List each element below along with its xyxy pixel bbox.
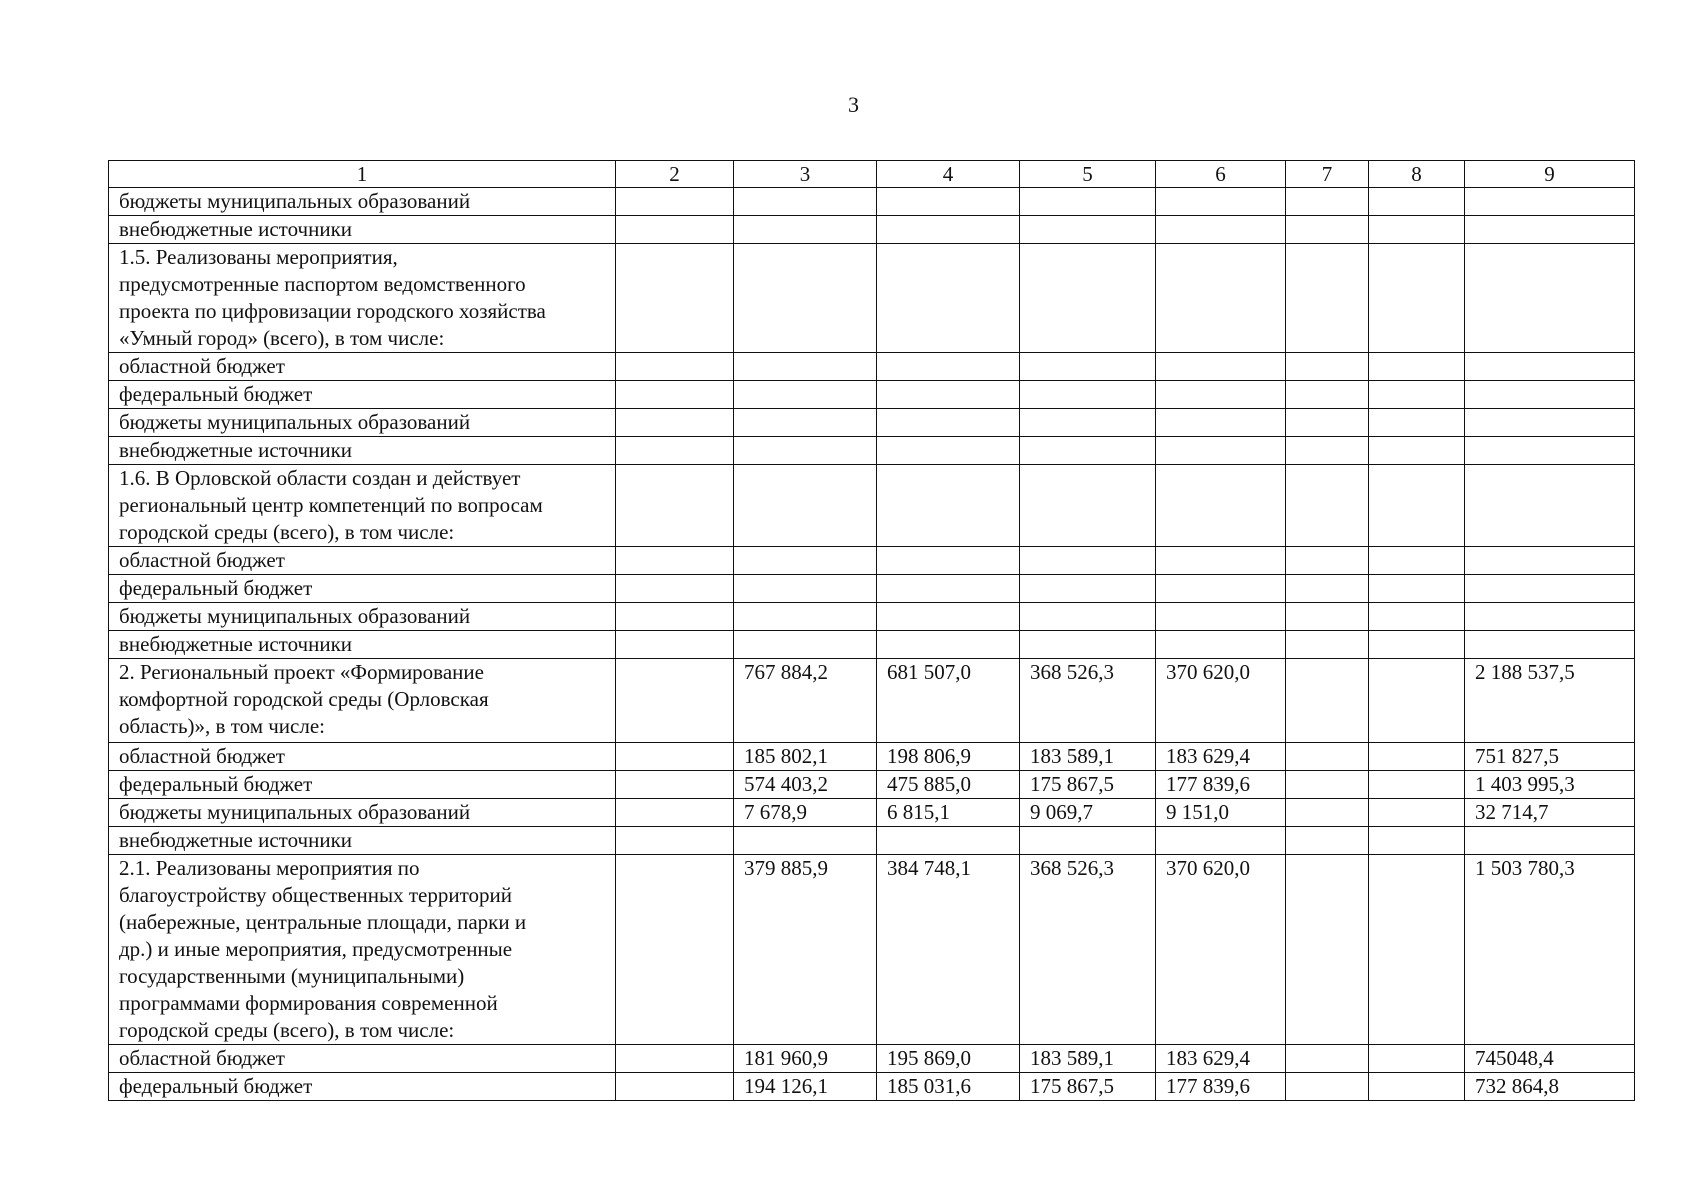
- cell-value: 175 867,5: [1030, 772, 1114, 796]
- cell-col-4: [877, 575, 1020, 603]
- table-row: [109, 855, 1635, 1045]
- table-row: [109, 244, 1635, 353]
- cell-col-6: [1156, 827, 1286, 855]
- cell-col-5: [1020, 353, 1156, 381]
- row-label-text: областной бюджет: [119, 1046, 285, 1070]
- row-label: [109, 659, 616, 743]
- cell-value: 2 188 537,5: [1475, 660, 1575, 684]
- table-row: [109, 631, 1635, 659]
- cell-col-7: [1286, 575, 1369, 603]
- cell-col-4: [877, 188, 1020, 216]
- cell-col-5: [1020, 799, 1156, 827]
- row-label: [109, 631, 616, 659]
- cell-value: 681 507,0: [887, 660, 971, 684]
- cell-col-4: [877, 409, 1020, 437]
- row-label: [109, 381, 616, 409]
- cell-col-4: [877, 547, 1020, 575]
- cell-col-6: [1156, 547, 1286, 575]
- cell-col-4: [877, 743, 1020, 771]
- cell-col-6: [1156, 216, 1286, 244]
- cell-col-5: [1020, 855, 1156, 1045]
- table-row: [109, 547, 1635, 575]
- cell-col-8: [1369, 827, 1465, 855]
- cell-value: 368 526,3: [1030, 856, 1114, 880]
- cell-col-5: [1020, 381, 1156, 409]
- row-label-text: 2.1. Реализованы мероприятия по благоустройству общественных территорий (набережные, центральные площади, парки и др.) и иные мероприятия, предусмотренные государственными (муниципальными) программами формирования современной городской среды (всего), в том числе:: [119, 856, 527, 1042]
- cell-col-8: [1369, 575, 1465, 603]
- column-number: 7: [1286, 161, 1369, 188]
- cell-col-5: [1020, 827, 1156, 855]
- cell-value: 745048,4: [1475, 1046, 1554, 1070]
- cell-col-6: [1156, 575, 1286, 603]
- column-number: 2: [616, 161, 734, 188]
- row-label: [109, 855, 616, 1045]
- cell-col-5: [1020, 1045, 1156, 1073]
- table-row: [109, 353, 1635, 381]
- cell-col-4: [877, 353, 1020, 381]
- cell-value: 1 403 995,3: [1475, 772, 1575, 796]
- cell-col-9: [1465, 547, 1635, 575]
- cell-col-4: [877, 244, 1020, 353]
- cell-col-7: [1286, 188, 1369, 216]
- cell-col-7: [1286, 603, 1369, 631]
- row-label: [109, 465, 616, 547]
- cell-col-4: [877, 437, 1020, 465]
- cell-col-8: [1369, 437, 1465, 465]
- cell-value: 195 869,0: [887, 1046, 971, 1070]
- cell-value: 1 503 780,3: [1475, 856, 1575, 880]
- cell-col-2: [616, 799, 734, 827]
- cell-col-9: [1465, 827, 1635, 855]
- cell-value: 177 839,6: [1166, 772, 1250, 796]
- cell-value: 185 031,6: [887, 1074, 971, 1098]
- cell-col-4: [877, 603, 1020, 631]
- row-label-text: федеральный бюджет: [119, 772, 313, 796]
- cell-col-4: [877, 827, 1020, 855]
- cell-value: 475 885,0: [887, 772, 971, 796]
- table-row: [109, 827, 1635, 855]
- cell-col-5: [1020, 244, 1156, 353]
- cell-col-8: [1369, 743, 1465, 771]
- cell-col-9: [1465, 1045, 1635, 1073]
- cell-col-2: [616, 1045, 734, 1073]
- cell-col-3: [734, 437, 877, 465]
- cell-value: 9 151,0: [1166, 800, 1229, 824]
- row-label: [109, 575, 616, 603]
- row-label: [109, 437, 616, 465]
- cell-value: 732 864,8: [1475, 1074, 1559, 1098]
- cell-col-3: [734, 575, 877, 603]
- row-label: [109, 547, 616, 575]
- cell-col-2: [616, 465, 734, 547]
- cell-col-4: [877, 381, 1020, 409]
- cell-value: 183 629,4: [1166, 1046, 1250, 1070]
- cell-col-2: [616, 827, 734, 855]
- cell-col-5: [1020, 437, 1156, 465]
- cell-col-6: [1156, 855, 1286, 1045]
- cell-col-8: [1369, 381, 1465, 409]
- cell-col-3: [734, 827, 877, 855]
- table-row: [109, 381, 1635, 409]
- cell-col-4: [877, 771, 1020, 799]
- cell-col-9: [1465, 771, 1635, 799]
- column-number: 9: [1465, 161, 1635, 188]
- row-label: [109, 603, 616, 631]
- cell-col-8: [1369, 799, 1465, 827]
- column-number: 6: [1156, 161, 1286, 188]
- cell-col-7: [1286, 1073, 1369, 1101]
- cell-col-2: [616, 547, 734, 575]
- cell-col-6: [1156, 603, 1286, 631]
- cell-col-4: [877, 465, 1020, 547]
- cell-col-9: [1465, 603, 1635, 631]
- cell-col-3: [734, 1073, 877, 1101]
- row-label-text: областной бюджет: [119, 548, 285, 572]
- column-number: 8: [1369, 161, 1465, 188]
- cell-value: 32 714,7: [1475, 800, 1549, 824]
- cell-col-9: [1465, 409, 1635, 437]
- cell-col-4: [877, 216, 1020, 244]
- cell-value: 368 526,3: [1030, 660, 1114, 684]
- cell-col-3: [734, 743, 877, 771]
- cell-col-8: [1369, 1045, 1465, 1073]
- cell-col-5: [1020, 603, 1156, 631]
- table-row: [109, 465, 1635, 547]
- row-label: [109, 799, 616, 827]
- cell-col-5: [1020, 188, 1156, 216]
- cell-col-4: [877, 855, 1020, 1045]
- row-label-text: областной бюджет: [119, 744, 285, 768]
- cell-col-7: [1286, 771, 1369, 799]
- cell-col-9: [1465, 381, 1635, 409]
- cell-col-9: [1465, 575, 1635, 603]
- cell-col-2: [616, 409, 734, 437]
- cell-col-9: [1465, 799, 1635, 827]
- cell-col-8: [1369, 216, 1465, 244]
- cell-col-5: [1020, 216, 1156, 244]
- cell-col-8: [1369, 631, 1465, 659]
- table-row: [109, 603, 1635, 631]
- cell-col-6: [1156, 799, 1286, 827]
- cell-value: 7 678,9: [744, 800, 807, 824]
- row-label-text: внебюджетные источники: [119, 828, 353, 852]
- cell-col-7: [1286, 659, 1369, 743]
- cell-col-7: [1286, 855, 1369, 1045]
- cell-col-9: [1465, 188, 1635, 216]
- cell-col-8: [1369, 547, 1465, 575]
- cell-value: 6 815,1: [887, 800, 950, 824]
- cell-col-7: [1286, 216, 1369, 244]
- cell-col-8: [1369, 244, 1465, 353]
- cell-col-2: [616, 437, 734, 465]
- cell-col-5: [1020, 771, 1156, 799]
- row-label: [109, 216, 616, 244]
- cell-col-2: [616, 575, 734, 603]
- column-number: 1: [109, 161, 616, 188]
- cell-col-5: [1020, 575, 1156, 603]
- cell-col-3: [734, 631, 877, 659]
- cell-value: 183 589,1: [1030, 744, 1114, 768]
- cell-value: 175 867,5: [1030, 1074, 1114, 1098]
- cell-col-2: [616, 771, 734, 799]
- row-label-text: бюджеты муниципальных образований: [119, 189, 471, 213]
- cell-value: 194 126,1: [744, 1074, 828, 1098]
- cell-col-7: [1286, 244, 1369, 353]
- column-number: 5: [1020, 161, 1156, 188]
- cell-col-3: [734, 465, 877, 547]
- cell-col-3: [734, 216, 877, 244]
- cell-col-9: [1465, 244, 1635, 353]
- cell-col-4: [877, 1045, 1020, 1073]
- cell-col-5: [1020, 743, 1156, 771]
- cell-col-7: [1286, 631, 1369, 659]
- cell-col-3: [734, 603, 877, 631]
- cell-col-6: [1156, 1045, 1286, 1073]
- cell-col-3: [734, 1045, 877, 1073]
- row-label-text: 1.6. В Орловской области создан и действует региональный центр компетенций по вопросам городской среды (всего), в том числе:: [119, 466, 543, 544]
- cell-value: 9 069,7: [1030, 800, 1093, 824]
- cell-col-5: [1020, 659, 1156, 743]
- row-label-text: бюджеты муниципальных образований: [119, 604, 471, 628]
- cell-col-8: [1369, 659, 1465, 743]
- cell-col-2: [616, 1073, 734, 1101]
- row-label-text: бюджеты муниципальных образований: [119, 410, 471, 434]
- table-row: [109, 799, 1635, 827]
- row-label-text: федеральный бюджет: [119, 576, 313, 600]
- row-label-text: внебюджетные источники: [119, 632, 353, 656]
- row-label-text: 2. Региональный проект «Формирование комфортной городской среды (Орловская область)», в том числе:: [119, 660, 489, 738]
- table-row: [109, 743, 1635, 771]
- cell-value: 185 802,1: [744, 744, 828, 768]
- cell-col-7: [1286, 799, 1369, 827]
- cell-col-6: [1156, 771, 1286, 799]
- cell-col-2: [616, 244, 734, 353]
- cell-col-9: [1465, 1073, 1635, 1101]
- cell-value: 177 839,6: [1166, 1074, 1250, 1098]
- cell-col-6: [1156, 659, 1286, 743]
- row-label: [109, 743, 616, 771]
- column-number: 4: [877, 161, 1020, 188]
- cell-col-5: [1020, 409, 1156, 437]
- table-body: [109, 161, 1635, 1101]
- cell-col-2: [616, 216, 734, 244]
- cell-col-7: [1286, 1045, 1369, 1073]
- table-row: [109, 216, 1635, 244]
- cell-col-6: [1156, 188, 1286, 216]
- cell-col-3: [734, 547, 877, 575]
- cell-col-9: [1465, 216, 1635, 244]
- cell-col-4: [877, 659, 1020, 743]
- cell-col-9: [1465, 631, 1635, 659]
- cell-col-5: [1020, 1073, 1156, 1101]
- row-label: [109, 409, 616, 437]
- cell-value: 767 884,2: [744, 660, 828, 684]
- cell-col-7: [1286, 465, 1369, 547]
- cell-col-9: [1465, 437, 1635, 465]
- table-row: [109, 771, 1635, 799]
- row-label: [109, 188, 616, 216]
- cell-col-4: [877, 799, 1020, 827]
- row-label: [109, 353, 616, 381]
- cell-col-3: [734, 855, 877, 1045]
- table-row: [109, 659, 1635, 743]
- cell-col-7: [1286, 381, 1369, 409]
- cell-col-7: [1286, 437, 1369, 465]
- cell-col-7: [1286, 547, 1369, 575]
- row-label-text: федеральный бюджет: [119, 382, 313, 406]
- cell-col-6: [1156, 631, 1286, 659]
- cell-col-9: [1465, 743, 1635, 771]
- cell-col-7: [1286, 409, 1369, 437]
- cell-col-8: [1369, 1073, 1465, 1101]
- column-number-row: [109, 161, 1635, 188]
- cell-col-3: [734, 381, 877, 409]
- cell-value: 183 629,4: [1166, 744, 1250, 768]
- cell-value: 181 960,9: [744, 1046, 828, 1070]
- row-label-text: внебюджетные источники: [119, 438, 353, 462]
- cell-value: 384 748,1: [887, 856, 971, 880]
- table-row: [109, 1045, 1635, 1073]
- cell-col-7: [1286, 827, 1369, 855]
- row-label-text: бюджеты муниципальных образований: [119, 800, 471, 824]
- row-label-text: областной бюджет: [119, 354, 285, 378]
- cell-col-8: [1369, 771, 1465, 799]
- row-label-text: внебюджетные источники: [119, 217, 353, 241]
- cell-col-6: [1156, 437, 1286, 465]
- cell-col-3: [734, 799, 877, 827]
- row-label-text: федеральный бюджет: [119, 1074, 313, 1098]
- cell-value: 574 403,2: [744, 772, 828, 796]
- cell-value: 751 827,5: [1475, 744, 1559, 768]
- cell-col-2: [616, 855, 734, 1045]
- cell-col-2: [616, 353, 734, 381]
- cell-value: 198 806,9: [887, 744, 971, 768]
- cell-col-6: [1156, 353, 1286, 381]
- cell-col-2: [616, 603, 734, 631]
- column-number: 3: [734, 161, 877, 188]
- cell-col-3: [734, 409, 877, 437]
- cell-col-3: [734, 659, 877, 743]
- cell-col-7: [1286, 353, 1369, 381]
- row-label: [109, 827, 616, 855]
- cell-col-8: [1369, 603, 1465, 631]
- row-label-text: 1.5. Реализованы мероприятия, предусмотренные паспортом ведомственного проекта по цифровизации городского хозяйства «Умный город» (всего), в том числе:: [119, 245, 546, 350]
- table-row: [109, 437, 1635, 465]
- cell-col-3: [734, 188, 877, 216]
- table-row: [109, 188, 1635, 216]
- cell-col-3: [734, 244, 877, 353]
- cell-col-8: [1369, 855, 1465, 1045]
- cell-value: 370 620,0: [1166, 856, 1250, 880]
- page-number: 3: [848, 92, 859, 117]
- table-row: [109, 1073, 1635, 1101]
- cell-col-3: [734, 771, 877, 799]
- cell-value: 379 885,9: [744, 856, 828, 880]
- cell-col-8: [1369, 353, 1465, 381]
- cell-col-2: [616, 743, 734, 771]
- cell-col-3: [734, 353, 877, 381]
- cell-col-6: [1156, 465, 1286, 547]
- cell-col-7: [1286, 743, 1369, 771]
- cell-col-9: [1465, 465, 1635, 547]
- cell-col-4: [877, 631, 1020, 659]
- cell-col-5: [1020, 547, 1156, 575]
- cell-col-8: [1369, 188, 1465, 216]
- cell-col-8: [1369, 409, 1465, 437]
- cell-col-2: [616, 631, 734, 659]
- cell-col-5: [1020, 631, 1156, 659]
- row-label: [109, 771, 616, 799]
- cell-col-2: [616, 659, 734, 743]
- cell-col-9: [1465, 855, 1635, 1045]
- cell-col-6: [1156, 409, 1286, 437]
- cell-col-9: [1465, 353, 1635, 381]
- cell-col-6: [1156, 1073, 1286, 1101]
- cell-col-5: [1020, 465, 1156, 547]
- cell-col-9: [1465, 659, 1635, 743]
- table-row: [109, 575, 1635, 603]
- cell-value: 183 589,1: [1030, 1046, 1114, 1070]
- cell-col-2: [616, 381, 734, 409]
- table-row: [109, 409, 1635, 437]
- cell-value: 370 620,0: [1166, 660, 1250, 684]
- cell-col-6: [1156, 381, 1286, 409]
- cell-col-6: [1156, 244, 1286, 353]
- cell-col-8: [1369, 465, 1465, 547]
- cell-col-2: [616, 188, 734, 216]
- row-label: [109, 1045, 616, 1073]
- cell-col-6: [1156, 743, 1286, 771]
- budget-table: [108, 160, 1635, 1101]
- row-label: [109, 244, 616, 353]
- row-label: [109, 1073, 616, 1101]
- cell-col-4: [877, 1073, 1020, 1101]
